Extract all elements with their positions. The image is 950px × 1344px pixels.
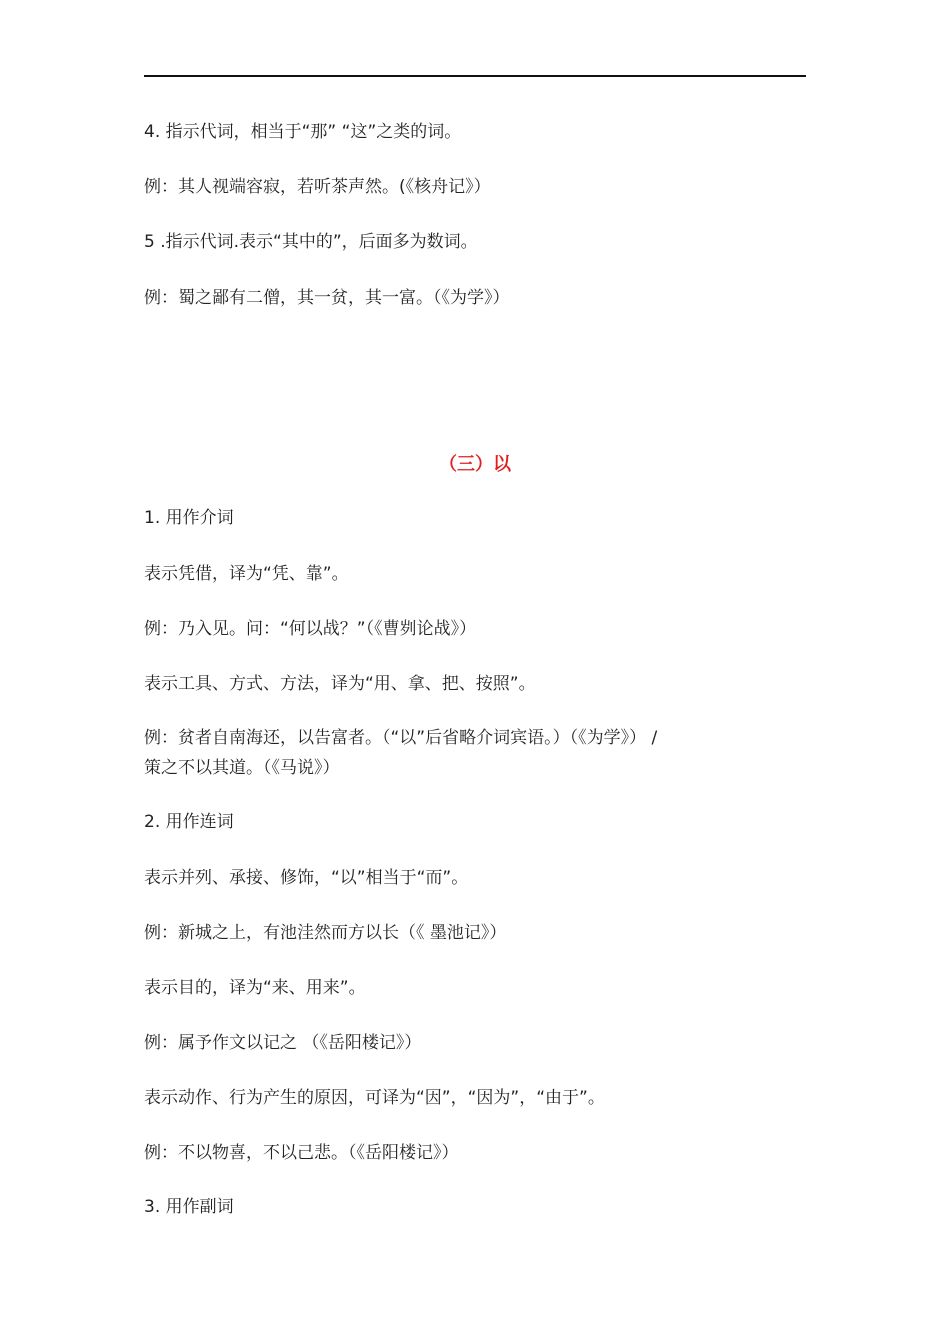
text-line: 表示动作、行为产生的原因，可译为“因”，“因为”，“由于”。	[144, 1088, 605, 1108]
text-line: 例：乃入见。问：“何以战？”（《曹刿论战》）	[144, 619, 477, 639]
text-line: 例：属予作文以记之 （《岳阳楼记》）	[144, 1033, 422, 1053]
text-line: 3. 用作副词	[144, 1197, 234, 1217]
text-line: 例：不以物喜，不以己悲。（《岳阳楼记》）	[144, 1143, 459, 1163]
text-line: 1. 用作介词	[144, 508, 234, 528]
section-heading: （三）以	[439, 454, 511, 475]
text-line: 例：其人视端容寂，若听茶声然。(《核舟记》）	[144, 177, 491, 197]
text-line: 例：贫者自南海还，以告富者。（“以”后省略介词宾语。）（《为学》） /	[144, 728, 658, 748]
text-line: 例：蜀之鄙有二僧，其一贫，其一富。（《为学》）	[144, 288, 510, 308]
text-line: 表示凭借，译为“凭、靠”。	[144, 564, 349, 584]
text-line: 4. 指示代词，相当于“那” “这”之类的词。	[144, 122, 462, 142]
text-line: 5 .指示代词.表示“其中的”，后面多为数词。	[144, 232, 478, 252]
text-line: 表示工具、方式、方法，译为“用、拿、把、按照”。	[144, 674, 536, 694]
text-line: 表示并列、承接、修饰，“以”相当于“而”。	[144, 868, 469, 888]
text-line: 例：新城之上，有池洼然而方以长（《 墨池记》）	[144, 923, 507, 943]
text-line: 2. 用作连词	[144, 812, 234, 832]
text-line: 表示目的，译为“来、用来”。	[144, 978, 366, 998]
header-rule	[144, 75, 806, 77]
text-line: 策之不以其道。（《马说》）	[144, 758, 340, 778]
